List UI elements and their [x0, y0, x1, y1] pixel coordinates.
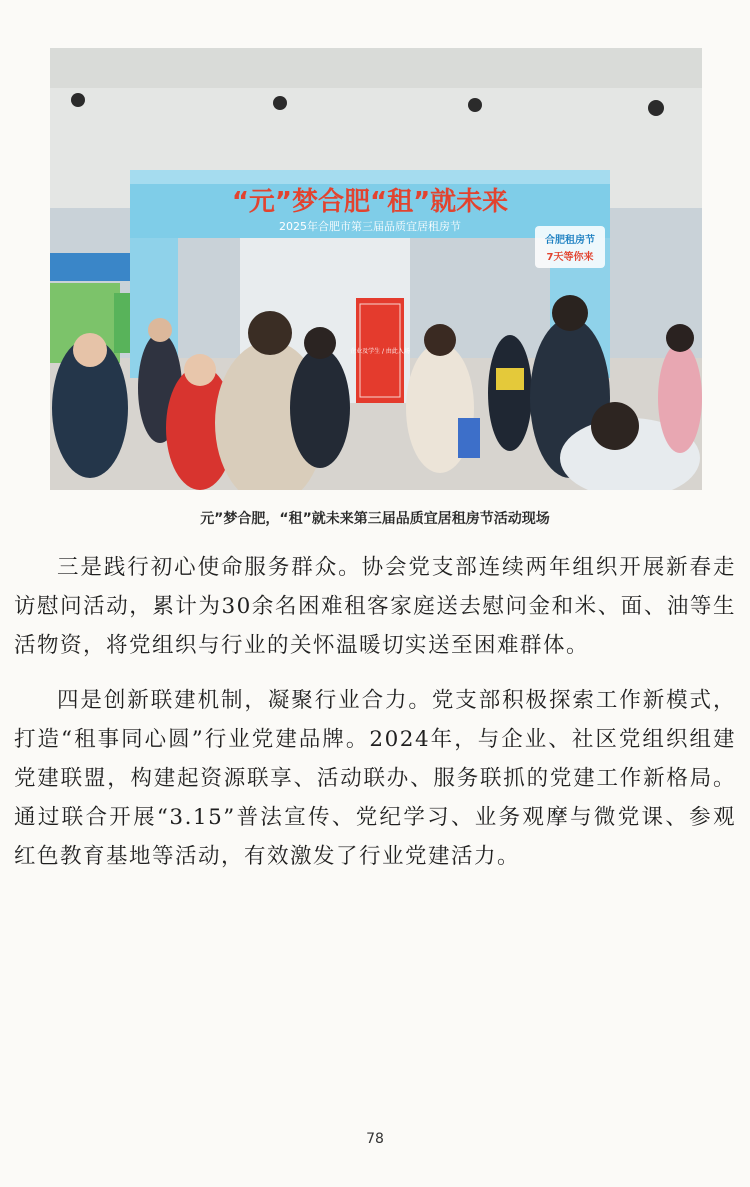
photo-caption: 元”梦合肥，“租”就未来第三届品质宜居租房节活动现场 — [200, 511, 550, 527]
side-sign-bottom: 7天等你来 — [546, 252, 594, 263]
paragraph: 三是践行初心使命服务群众。协会党支部连续两年组织开展新春走访慰问活动，累计为30余名困难租客家庭送去慰问金和米、面、油等生活物资，将党组织与行业的关怀温暖切实送至困难群体。 — [14, 555, 736, 658]
banner-title: “元”梦合肥“租”就未来 — [231, 187, 509, 217]
pillar-sign: 企业及学生 / 由此入场 — [350, 348, 410, 355]
side-sign-top: 合肥租房节 — [545, 235, 595, 246]
event-photo-illustration — [50, 48, 702, 490]
banner-subtitle: 2025年合肥市第三届品质宜居租房节 — [279, 220, 461, 233]
paragraph: 四是创新联建机制，凝聚行业合力。党支部积极探索工作新模式，打造“租事同心圆”行业党建品牌。2024年，与企业、社区党组织组建党建联盟，构建起资源联享、活动联办、服务联抓的党建工作新格局。通过联合开展“3.15”普法宣传、党纪学习、业务观摩与微党课、参观红色教育基地等活动，有效激发了行业党建活力。 — [14, 688, 736, 869]
event-photo — [50, 48, 702, 490]
page-number: 78 — [366, 1131, 384, 1147]
article-body — [14, 548, 736, 892]
